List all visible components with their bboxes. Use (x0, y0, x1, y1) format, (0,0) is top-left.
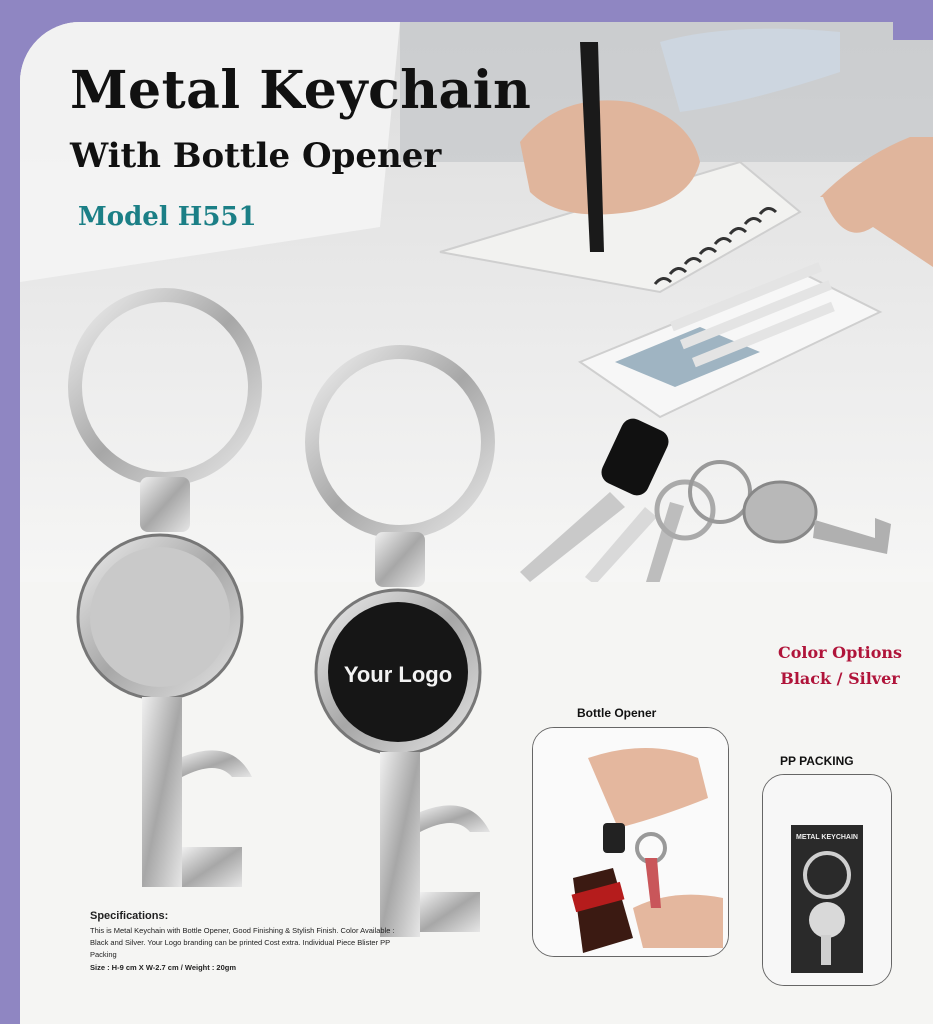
color-options-heading: Color Options (777, 643, 903, 662)
pp-packing-label: PP PACKING (780, 754, 854, 768)
color-options-values: Black / Silver (780, 669, 900, 688)
product-title: Metal Keychain (70, 60, 532, 121)
product-subtitle: With Bottle Opener (70, 136, 442, 176)
your-logo-text: Your Logo (343, 662, 453, 687)
specifications-body: This is Metal Keychain with Bottle Opener, Good Finishing & Stylish Finish. Color Available : Black and Silver. Your Logo branding can be printed Cost extra. Individual Piece Blister PP Packing (90, 926, 395, 959)
specifications-size: Size : H-9 cm X W-2.7 cm / Weight : 20gm (90, 963, 236, 972)
silver-keychain-image (60, 287, 280, 897)
packing-card-text: METAL KEYCHAIN (796, 834, 858, 841)
black-logo-keychain-image (300, 342, 500, 942)
bottle-opener-label: Bottle Opener (577, 706, 657, 720)
bottle-opener-photo (532, 727, 729, 957)
pp-packing-photo (762, 774, 892, 986)
frame-corner (893, 0, 933, 40)
specifications (90, 910, 400, 972)
model-number: Model H551 (78, 202, 257, 232)
specifications-heading: Specifications: (90, 910, 169, 922)
product-card (20, 22, 933, 1024)
color-options (760, 640, 920, 692)
